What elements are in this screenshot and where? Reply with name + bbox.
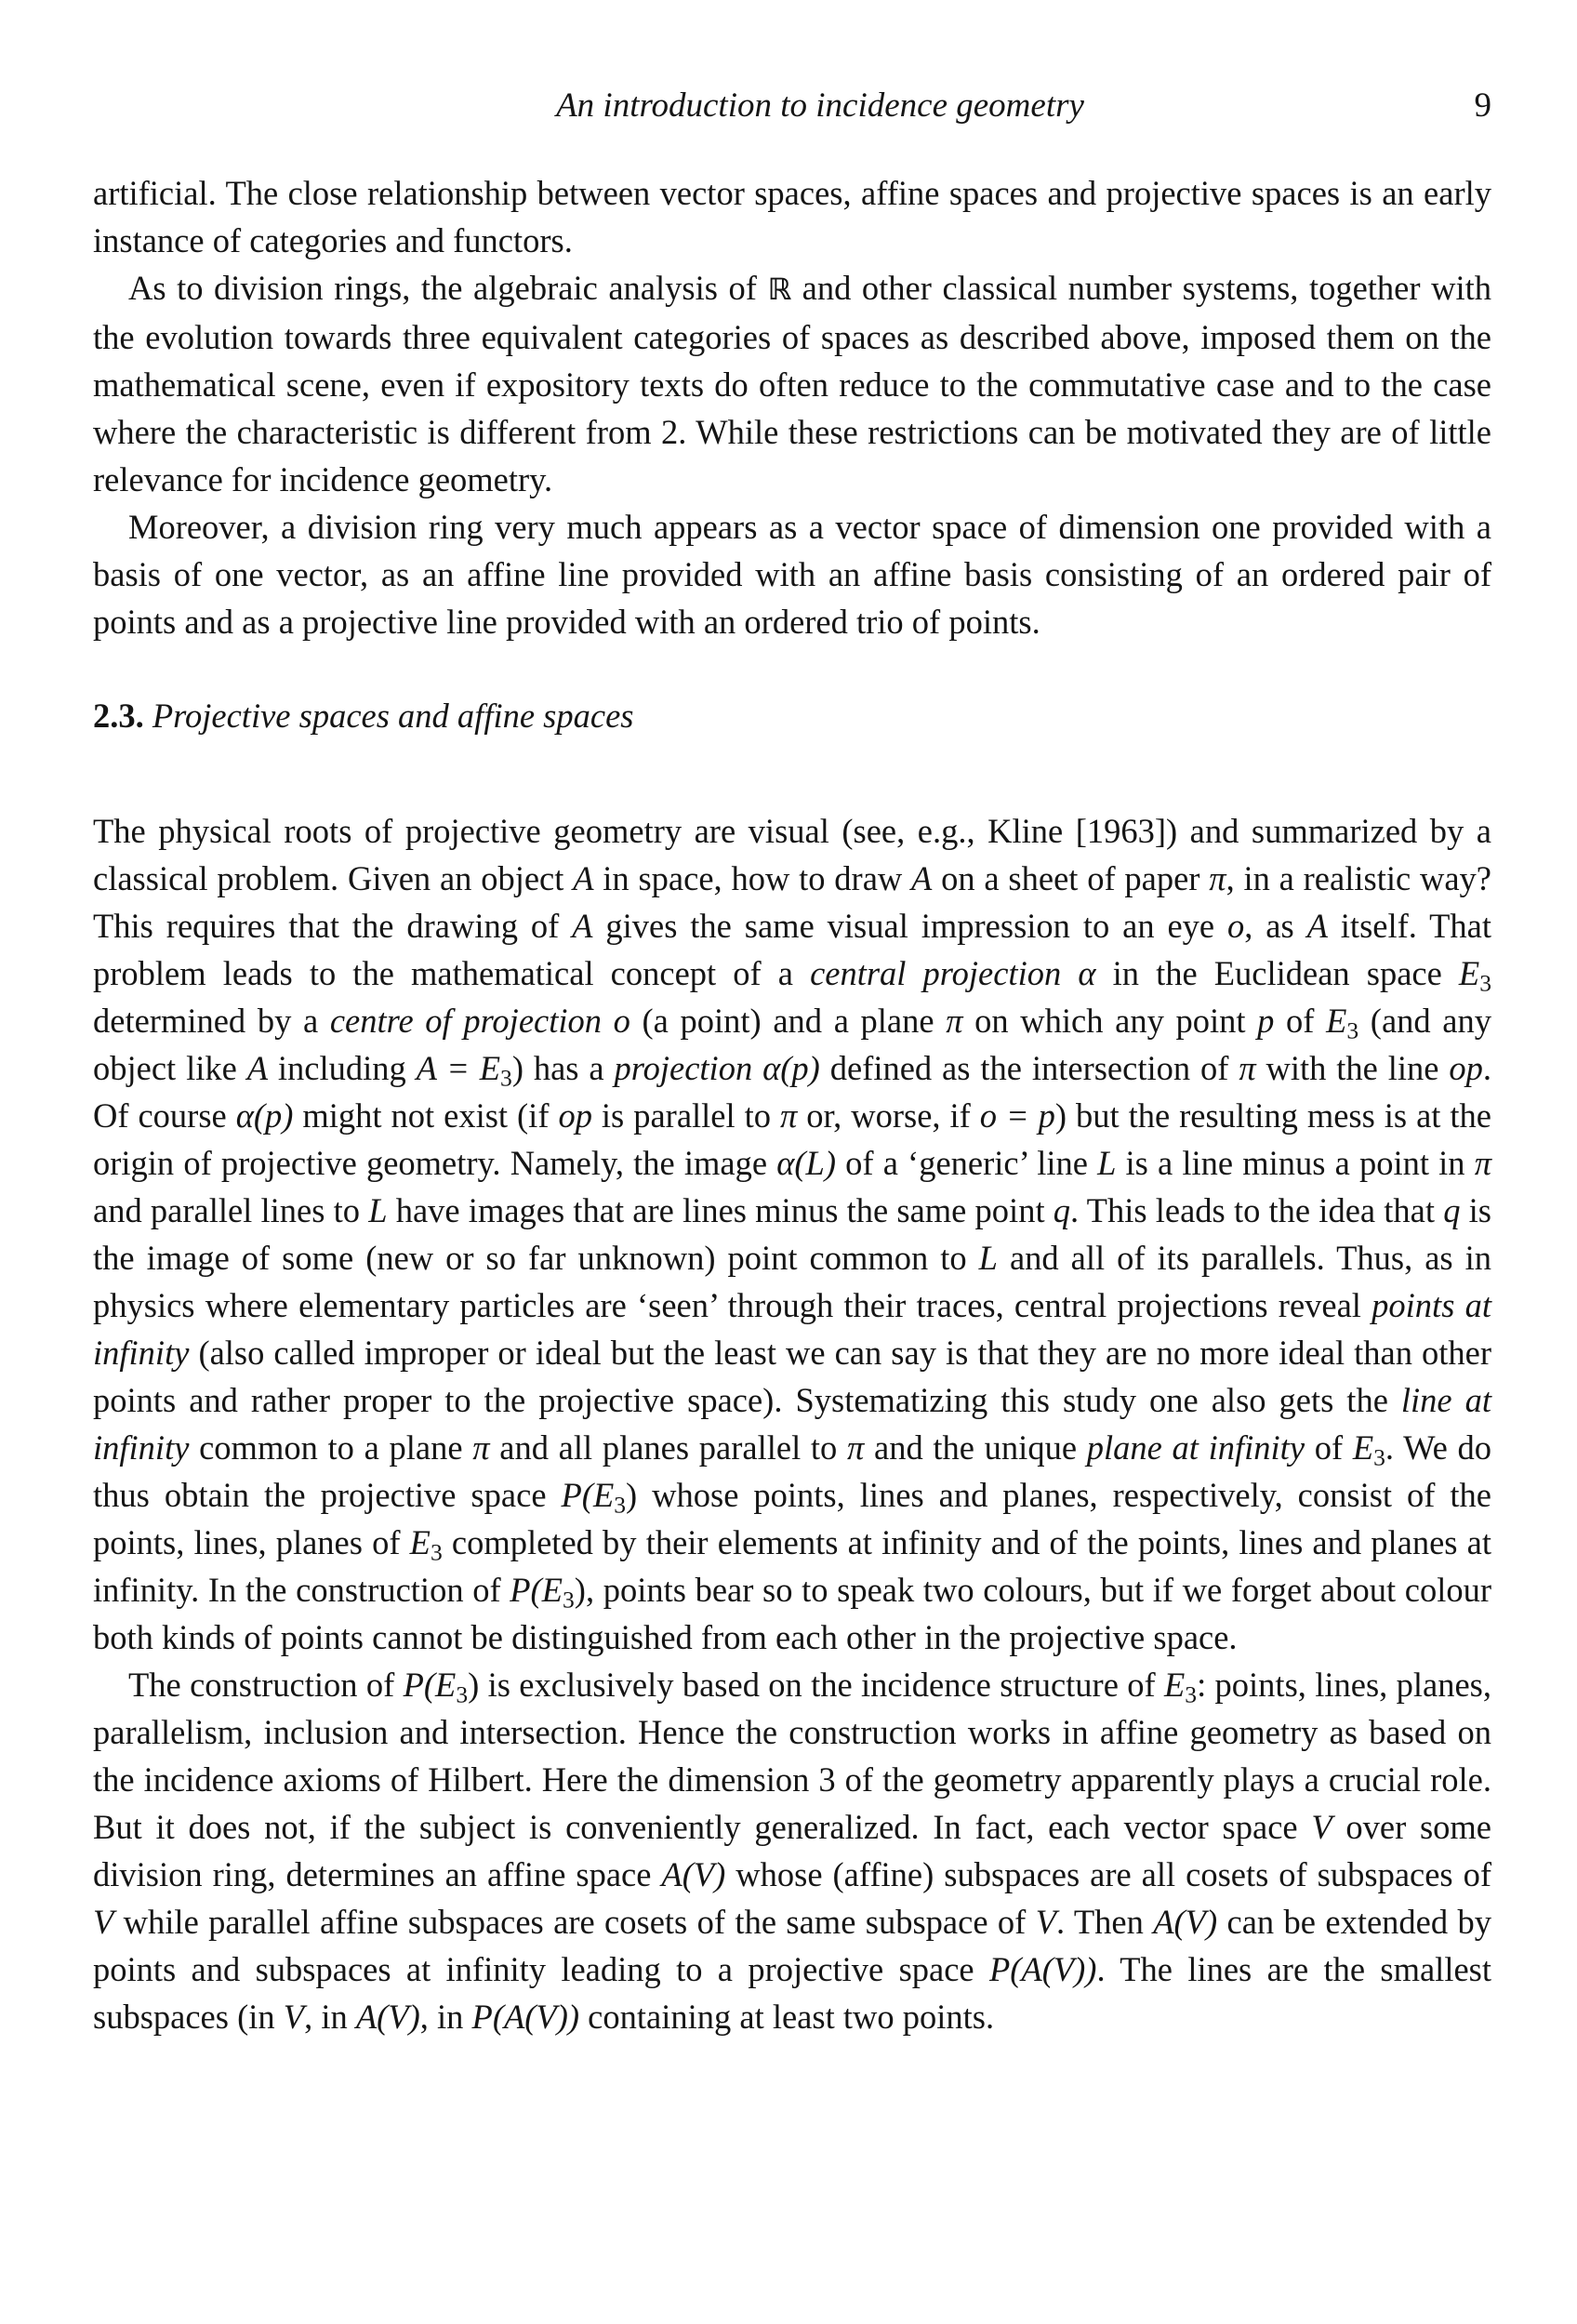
text-span: and all of its parallels. Thus, as in physics where elementary particles are ‘seen’ through their traces, central projections reveal <box>93 1239 1492 1324</box>
math-symbol: V <box>1311 1808 1332 1846</box>
paragraph-5 <box>93 1661 1491 2040</box>
text-span: artificial. The close relationship between vector spaces, affine spaces and projective spaces is an early instance of categories and functors. <box>93 174 1491 259</box>
math-expression: P(E <box>561 1476 615 1514</box>
italic-term: points at infinity <box>93 1286 1491 1372</box>
math-symbol: π <box>472 1428 490 1467</box>
math-symbol: p <box>1257 1002 1275 1040</box>
text-span: (also called improper or ideal but the least we can say is that they are no more ideal than other points and rather proper to the projective space). Systematizing this study one also gets the <box>93 1334 1491 1419</box>
text-span: is exclusively based on the incidence structure of <box>479 1666 1164 1704</box>
text-span: containing at least two points. <box>579 1998 995 2036</box>
math-symbol: q <box>1053 1191 1071 1229</box>
math-expression: P(A(V)) <box>988 1950 1097 1988</box>
text-span: of a ‘generic’ line <box>836 1144 1098 1182</box>
text-span: , in a realistic way? This requires that the drawing of <box>93 859 1491 945</box>
math-symbol: E <box>1458 954 1480 992</box>
text-span: , as <box>1244 907 1307 945</box>
text-span: ) has a <box>511 1049 615 1087</box>
text-span: and the unique <box>864 1428 1087 1467</box>
math-symbol: E <box>1352 1428 1374 1467</box>
subscript: 3 <box>1346 1016 1359 1044</box>
text-span: on a sheet of paper <box>932 859 1210 897</box>
text-span: is the image of some (new or so far unknown) point common to <box>93 1191 1491 1277</box>
section-title: Projective spaces and affine spaces <box>152 697 634 735</box>
text-span: completed by their elements at infinity and of the points, lines and planes at infinity. In the construction of <box>93 1523 1491 1609</box>
subscript: 3 <box>430 1538 443 1566</box>
text-span: . The lines are the smallest subspaces (in <box>93 1950 1492 2036</box>
math-expression: P(E <box>510 1571 563 1609</box>
text-span: have images that are lines minus the same point <box>387 1191 1054 1229</box>
text-span: and all planes parallel to <box>489 1428 847 1467</box>
italic-term: line at infinity <box>93 1381 1492 1467</box>
math-symbol: α <box>1078 954 1096 992</box>
text-span: of <box>1305 1428 1353 1467</box>
paragraph-2 <box>93 264 1491 503</box>
text-span: of <box>1274 1002 1327 1040</box>
math-symbol: L <box>1097 1144 1117 1182</box>
text-span: gives the same visual impression to an eye <box>592 907 1228 945</box>
paragraph-4 <box>93 807 1491 1661</box>
math-symbol: A <box>1306 907 1328 945</box>
math-expression: o = p <box>979 1096 1055 1135</box>
text-span <box>752 1049 762 1087</box>
section-number: 2.3. <box>93 697 144 735</box>
text-span: defined as the intersection of <box>819 1049 1239 1087</box>
text-span <box>602 1002 614 1040</box>
text-span: on which any point <box>962 1002 1258 1040</box>
text-span: with the line <box>1255 1049 1450 1087</box>
math-symbol: E <box>1326 1002 1347 1040</box>
math-symbol: V <box>283 1998 305 2036</box>
math-symbol: π <box>1239 1049 1256 1087</box>
subscript: 3 <box>1185 1680 1198 1708</box>
text-span: (a point) and a plane <box>629 1002 947 1040</box>
text-span: . We do thus obtain the projective space <box>93 1428 1492 1514</box>
math-symbol: A <box>246 1049 268 1087</box>
page-header <box>93 86 1491 132</box>
reals-symbol: ℝ <box>767 272 792 307</box>
math-symbol: π <box>1209 859 1226 897</box>
text-span: or, worse, if <box>797 1096 980 1135</box>
running-title: An introduction to incidence geometry <box>556 86 1084 125</box>
math-symbol: E <box>409 1523 431 1561</box>
subscript: 3 <box>456 1680 469 1708</box>
subscript: 3 <box>1373 1443 1385 1471</box>
math-symbol: π <box>779 1096 798 1135</box>
text-span: in space, how to draw <box>593 859 912 897</box>
math-expression: A(V) <box>355 1998 420 2036</box>
math-symbol: o <box>613 1002 630 1040</box>
italic-term: plane at infinity <box>1086 1428 1305 1467</box>
text-span: The construction of <box>128 1666 404 1704</box>
math-expression: α(L) <box>776 1144 836 1182</box>
subscript: 3 <box>1479 969 1491 997</box>
text-span: ) <box>468 1666 480 1704</box>
italic-term: centre of projection <box>329 1002 602 1040</box>
text-span: . This leads to the idea that <box>1070 1191 1444 1229</box>
text-span: : points, lines, planes, parallelism, inclusion and intersection. Hence the construction works in affine geometry as based on the incidence axioms of Hilbert. Here the dimension 3 of the geometry apparently plays a crucial role. But it does not, if the subject is conveniently generalized. In fact, each vector space <box>93 1666 1491 1846</box>
math-symbol: A <box>572 907 593 945</box>
text-span: and other classical number systems, together with the evolution towards three equivalent categories of spaces as described above, imposed them on the mathematical scene, even if expository texts do often reduce to the commutative case and to the case where the characteristic is different from 2. While these restrictions can be motivated they are of little relevance for incidence geometry. <box>93 269 1491 498</box>
text-span: whose points, lines and planes, respectively, consist of the points, lines, planes of <box>93 1476 1492 1561</box>
text-span: whose (affine) subspaces are all cosets of subspaces of <box>725 1855 1491 1893</box>
math-expression: A(V) <box>1153 1903 1218 1941</box>
page-number: 9 <box>1474 86 1491 125</box>
text-span: is a line minus a point in <box>1116 1144 1475 1182</box>
text-span: ) <box>574 1571 586 1609</box>
math-symbol: V <box>93 1903 114 1941</box>
paragraph-1 <box>93 169 1491 264</box>
text-span: is parallel to <box>591 1096 780 1135</box>
text-span: , points bear so to speak two colours, but if we forget about colour both kinds of points cannot be distinguished from each other in the projective space. <box>93 1571 1491 1656</box>
text-span: ) <box>626 1476 638 1514</box>
text-span: Moreover, a division ring very much appears as a vector space of dimension one provided with a basis of one vector, as an affine line provided with an affine basis consisting of an ordered pair of points and as a projective line provided with an ordered trio of points. <box>93 508 1491 641</box>
text-span: common to a plane <box>189 1428 473 1467</box>
subscript: 3 <box>614 1491 627 1519</box>
text-span: (and any object like <box>93 1002 1492 1087</box>
math-symbol: V <box>1035 1903 1056 1941</box>
math-symbol: q <box>1443 1191 1461 1229</box>
text-span: itself. That problem leads to the mathematical concept of a <box>93 907 1492 992</box>
math-expression: P(E <box>403 1666 457 1704</box>
text-span <box>1061 954 1078 992</box>
text-span: . Of course <box>93 1049 1492 1135</box>
subscript: 3 <box>563 1586 575 1614</box>
math-symbol: A <box>573 859 594 897</box>
math-symbol: op <box>558 1096 592 1135</box>
math-symbol: E <box>1163 1666 1186 1704</box>
paragraph-3 <box>93 503 1491 645</box>
text-span: might not exist (if <box>293 1096 559 1135</box>
math-expression: α(p) <box>762 1049 820 1087</box>
text-span: can be extended by points and subspaces at infinity leading to a projective space <box>93 1903 1492 1988</box>
text-span: determined by a <box>93 1002 330 1040</box>
math-symbol: op <box>1449 1049 1483 1087</box>
math-symbol: o <box>1227 907 1245 945</box>
math-expression: A = E <box>416 1049 501 1087</box>
subscript: 3 <box>500 1064 512 1092</box>
math-expression: α(p) <box>235 1096 294 1135</box>
italic-term: projection <box>614 1049 753 1087</box>
math-symbol: π <box>847 1428 865 1467</box>
text-span: including <box>268 1049 417 1087</box>
text-span: and parallel lines to <box>93 1191 369 1229</box>
text-span: while parallel affine subspaces are cosets of the same subspace of <box>113 1903 1036 1941</box>
math-symbol: A <box>911 859 933 897</box>
page-body <box>93 169 1491 2040</box>
math-symbol: π <box>946 1002 963 1040</box>
text-span: The physical roots of projective geometry are visual (see, e.g., Kline [1963]) and summarized by a classical problem. Given an object <box>93 812 1491 897</box>
section-heading <box>93 692 1491 739</box>
text-span: , in <box>419 1998 472 2036</box>
math-expression: P(A(V)) <box>471 1998 580 2036</box>
math-symbol: L <box>368 1191 388 1229</box>
text-span: As to division rings, the algebraic analysis of <box>128 269 768 307</box>
math-expression: A(V) <box>661 1855 726 1893</box>
math-symbol: L <box>978 1239 998 1277</box>
text-span: . Then <box>1056 1903 1154 1941</box>
text-span: over some division ring, determines an affine space <box>93 1808 1491 1893</box>
text-span: in the Euclidean space <box>1095 954 1459 992</box>
italic-term: central projection <box>810 954 1062 992</box>
text-span: ) but the resulting mess is at the origin of projective geometry. Namely, the image <box>93 1096 1491 1182</box>
text-span: , in <box>304 1998 356 2036</box>
math-symbol: π <box>1474 1144 1491 1182</box>
